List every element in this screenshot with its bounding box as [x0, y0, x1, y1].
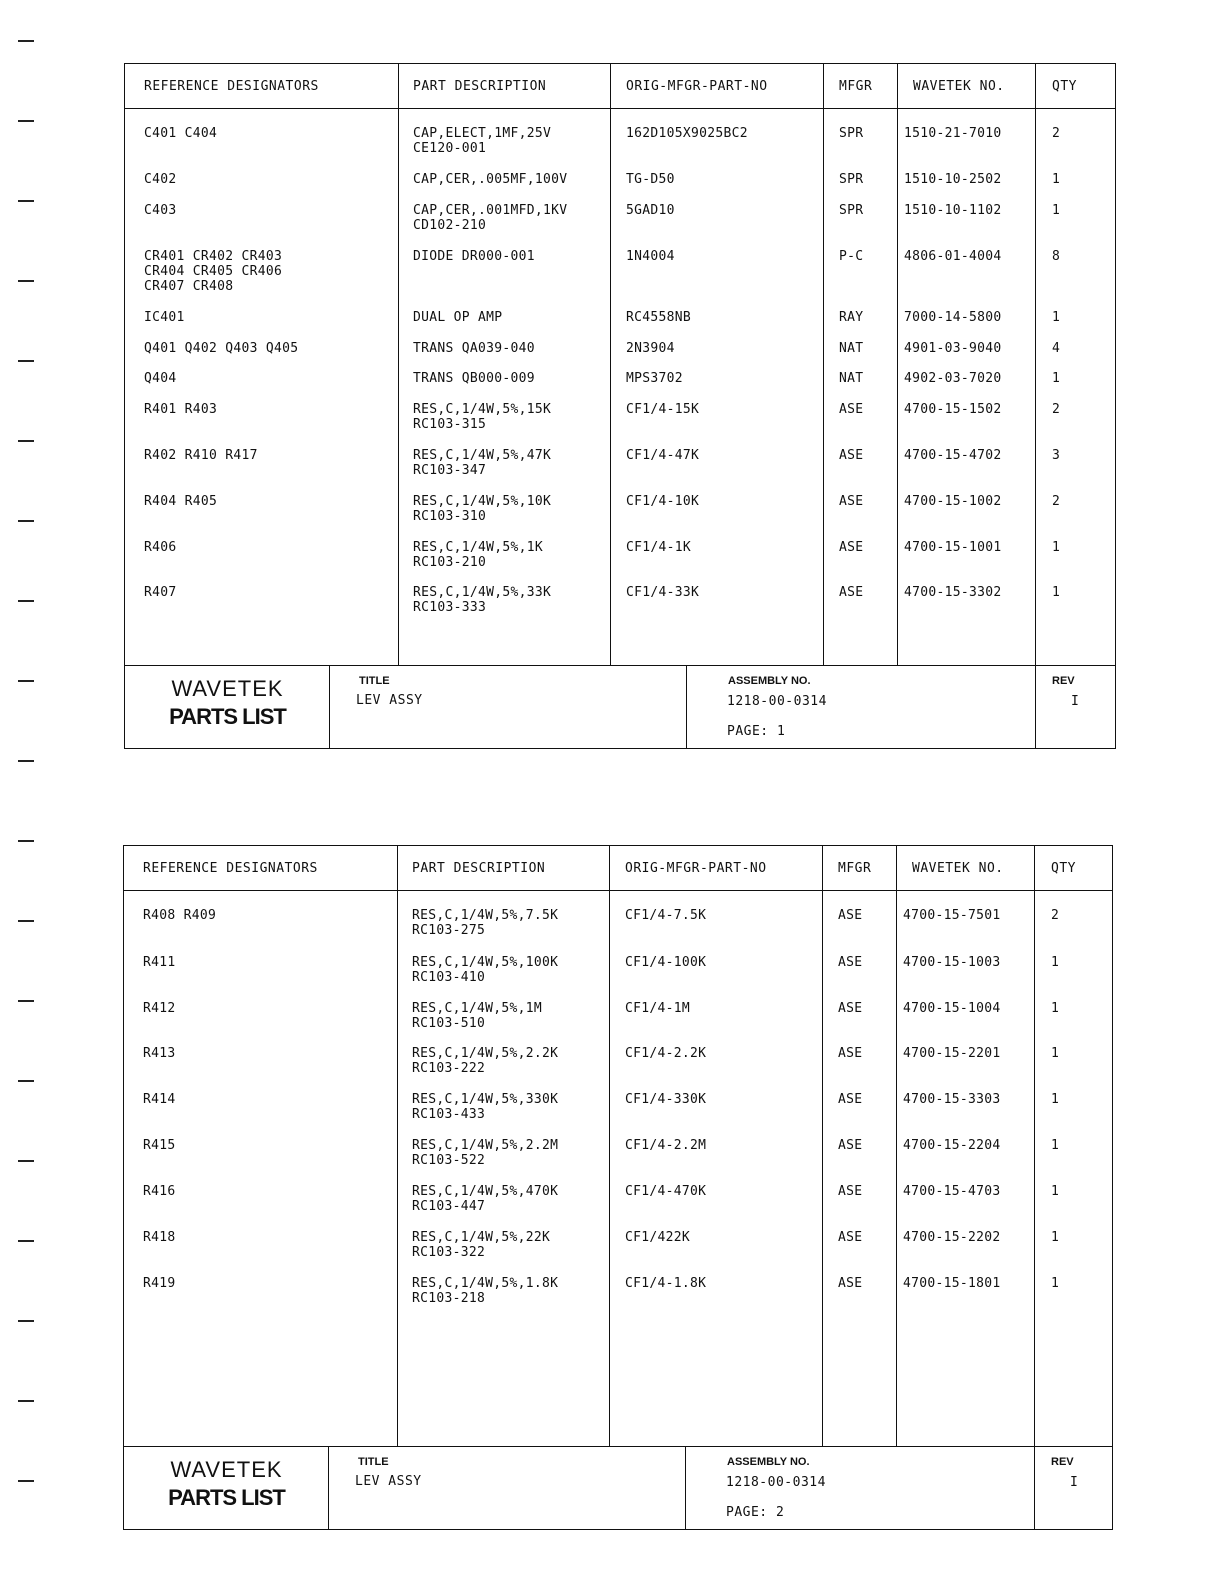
- margin-tick: [18, 200, 34, 202]
- cell-wavetek-no: 4700-15-1004: [903, 1001, 1001, 1016]
- col-header-part-no: ORIG-MFGR-PART-NO: [625, 861, 767, 876]
- cell-part-no: CF1/4-33K: [626, 585, 700, 600]
- cell-description: RES,C,1/4W,5%,330K RC103-433: [412, 1092, 559, 1122]
- cell-mfgr: ASE: [838, 1184, 863, 1199]
- cell-description: CAP,CER,.005MF,100V: [413, 172, 568, 187]
- rev-value: I: [1071, 694, 1080, 709]
- margin-tick: [18, 280, 34, 282]
- cell-mfgr: ASE: [839, 402, 864, 417]
- cell-wavetek-no: 4700-15-4703: [903, 1184, 1001, 1199]
- col-header-qty: QTY: [1051, 861, 1076, 876]
- cell-part-no: CF1/4-7.5K: [625, 908, 707, 923]
- cell-reference: R412: [143, 1001, 176, 1016]
- margin-tick: [18, 1080, 34, 1082]
- cell-reference: R407: [144, 585, 177, 600]
- cell-mfgr: ASE: [838, 1046, 863, 1061]
- title-value: LEV ASSY: [356, 693, 423, 708]
- cell-qty: 1: [1051, 1001, 1060, 1016]
- cell-reference: R408 R409: [143, 908, 217, 923]
- rev-label: REV: [1052, 675, 1075, 687]
- cell-wavetek-no: 1510-10-1102: [904, 203, 1002, 218]
- cell-reference: R413: [143, 1046, 176, 1061]
- cell-reference: R418: [143, 1230, 176, 1245]
- cell-reference: R414: [143, 1092, 176, 1107]
- cell-mfgr: SPR: [839, 172, 864, 187]
- col-header-description: PART DESCRIPTION: [413, 79, 547, 94]
- cell-description: RES,C,1/4W,5%,1K RC103-210: [413, 540, 544, 570]
- cell-description: RES,C,1/4W,5%,47K RC103-347: [413, 448, 552, 478]
- col-header-reference: REFERENCE DESIGNATORS: [144, 79, 319, 94]
- cell-wavetek-no: 4700-15-7501: [903, 908, 1001, 923]
- cell-wavetek-no: 4902-03-7020: [904, 371, 1002, 386]
- cell-part-no: CF1/4-2.2M: [625, 1138, 707, 1153]
- cell-qty: 1: [1051, 1184, 1060, 1199]
- cell-reference: R401 R403: [144, 402, 218, 417]
- rev-label: REV: [1051, 1456, 1074, 1468]
- cell-description: RES,C,1/4W,5%,33K RC103-333: [413, 585, 552, 615]
- margin-tick: [18, 920, 34, 922]
- assembly-value: 1218-00-0314: [727, 694, 827, 709]
- cell-reference: R411: [143, 955, 176, 970]
- assembly-label: ASSEMBLY NO.: [728, 675, 811, 687]
- cell-part-no: MPS3702: [626, 371, 683, 386]
- cell-part-no: 162D105X9025BC2: [626, 126, 748, 141]
- rev-value: I: [1070, 1475, 1079, 1490]
- margin-tick: [18, 40, 34, 42]
- cell-reference: R406: [144, 540, 177, 555]
- cell-qty: 1: [1051, 1230, 1060, 1245]
- cell-description: TRANS QB000-009: [413, 371, 535, 386]
- cell-wavetek-no: 4700-15-1003: [903, 955, 1001, 970]
- parts-list-sheet-2: [123, 845, 1113, 1530]
- cell-part-no: CF1/4-47K: [626, 448, 700, 463]
- cell-description: RES,C,1/4W,5%,10K RC103-310: [413, 494, 552, 524]
- wavetek-logo: [124, 1457, 329, 1511]
- cell-qty: 1: [1052, 585, 1061, 600]
- margin-tick: [18, 1320, 34, 1322]
- cell-reference: Q401 Q402 Q403 Q405: [144, 341, 299, 356]
- cell-description: RES,C,1/4W,5%,1.8K RC103-218: [412, 1276, 559, 1306]
- cell-mfgr: ASE: [838, 908, 863, 923]
- cell-description: RES,C,1/4W,5%,22K RC103-322: [412, 1230, 551, 1260]
- cell-qty: 8: [1052, 249, 1061, 264]
- margin-tick: [18, 440, 34, 442]
- cell-qty: 2: [1052, 494, 1061, 509]
- cell-mfgr: ASE: [838, 1092, 863, 1107]
- cell-qty: 2: [1052, 402, 1061, 417]
- parts-list-label: PARTS LIST: [169, 704, 286, 729]
- cell-mfgr: ASE: [838, 1001, 863, 1016]
- wavetek-logo: [125, 676, 330, 730]
- margin-tick: [18, 520, 34, 522]
- cell-reference: IC401: [144, 310, 185, 325]
- page-number: PAGE: 2: [726, 1505, 785, 1520]
- cell-qty: 1: [1051, 955, 1060, 970]
- assembly-value: 1218-00-0314: [726, 1475, 826, 1490]
- cell-reference: C402: [144, 172, 177, 187]
- cell-qty: 1: [1051, 1276, 1060, 1291]
- cell-qty: 4: [1052, 341, 1061, 356]
- cell-part-no: CF1/4-15K: [626, 402, 700, 417]
- cell-description: RES,C,1/4W,5%,470K RC103-447: [412, 1184, 559, 1214]
- cell-part-no: CF1/4-1K: [626, 540, 692, 555]
- margin-tick: [18, 840, 34, 842]
- cell-qty: 1: [1052, 540, 1061, 555]
- col-header-mfgr: MFGR: [838, 861, 872, 876]
- margin-tick: [18, 680, 34, 682]
- cell-reference: R419: [143, 1276, 176, 1291]
- margin-tick: [18, 1000, 34, 1002]
- parts-list-label: PARTS LIST: [168, 1485, 285, 1510]
- cell-mfgr: ASE: [838, 1138, 863, 1153]
- col-header-mfgr: MFGR: [839, 79, 873, 94]
- cell-part-no: CF1/4-2.2K: [625, 1046, 707, 1061]
- cell-mfgr: ASE: [839, 540, 864, 555]
- cell-reference: R415: [143, 1138, 176, 1153]
- cell-wavetek-no: 4700-15-2202: [903, 1230, 1001, 1245]
- cell-description: RES,C,1/4W,5%,1M RC103-510: [412, 1001, 543, 1031]
- col-header-reference: REFERENCE DESIGNATORS: [143, 861, 318, 876]
- cell-part-no: CF1/4-330K: [625, 1092, 707, 1107]
- cell-qty: 1: [1052, 371, 1061, 386]
- margin-tick: [18, 760, 34, 762]
- cell-description: RES,C,1/4W,5%,2.2M RC103-522: [412, 1138, 559, 1168]
- cell-description: CAP,ELECT,1MF,25V CE120-001: [413, 126, 552, 156]
- col-header-wavetek-no: WAVETEK NO.: [913, 79, 1005, 94]
- cell-mfgr: NAT: [839, 371, 864, 386]
- cell-wavetek-no: 4700-15-1001: [904, 540, 1002, 555]
- margin-tick: [18, 600, 34, 602]
- cell-part-no: CF1/4-10K: [626, 494, 700, 509]
- cell-part-no: CF1/4-470K: [625, 1184, 707, 1199]
- cell-description: RES,C,1/4W,5%,15K RC103-315: [413, 402, 552, 432]
- cell-wavetek-no: 1510-21-7010: [904, 126, 1002, 141]
- cell-wavetek-no: 4700-15-1002: [904, 494, 1002, 509]
- cell-wavetek-no: 4700-15-3302: [904, 585, 1002, 600]
- cell-mfgr: ASE: [838, 1276, 863, 1291]
- margin-tick: [18, 1400, 34, 1402]
- cell-reference: R404 R405: [144, 494, 218, 509]
- cell-mfgr: ASE: [839, 585, 864, 600]
- cell-mfgr: ASE: [838, 1230, 863, 1245]
- cell-part-no: 1N4004: [626, 249, 675, 264]
- cell-mfgr: RAY: [839, 310, 864, 325]
- cell-mfgr: SPR: [839, 203, 864, 218]
- cell-qty: 3: [1052, 448, 1061, 463]
- cell-reference: R402 R410 R417: [144, 448, 258, 463]
- cell-wavetek-no: 4700-15-2204: [903, 1138, 1001, 1153]
- cell-reference: C401 C404: [144, 126, 218, 141]
- cell-wavetek-no: 4806-01-4004: [904, 249, 1002, 264]
- title-label: TITLE: [358, 1456, 389, 1468]
- cell-qty: 1: [1051, 1092, 1060, 1107]
- margin-tick: [18, 360, 34, 362]
- cell-reference: Q404: [144, 371, 177, 386]
- margin-tick: [18, 1480, 34, 1482]
- cell-qty: 1: [1052, 172, 1061, 187]
- col-header-wavetek-no: WAVETEK NO.: [912, 861, 1004, 876]
- cell-wavetek-no: 4700-15-1801: [903, 1276, 1001, 1291]
- margin-tick: [18, 1160, 34, 1162]
- cell-wavetek-no: 7000-14-5800: [904, 310, 1002, 325]
- title-value: LEV ASSY: [355, 1474, 422, 1489]
- cell-part-no: 2N3904: [626, 341, 675, 356]
- cell-mfgr: P-C: [839, 249, 864, 264]
- cell-mfgr: SPR: [839, 126, 864, 141]
- cell-wavetek-no: 4700-15-2201: [903, 1046, 1001, 1061]
- cell-part-no: CF1/4-1.8K: [625, 1276, 707, 1291]
- cell-wavetek-no: 4700-15-3303: [903, 1092, 1001, 1107]
- cell-wavetek-no: 4901-03-9040: [904, 341, 1002, 356]
- cell-qty: 1: [1051, 1138, 1060, 1153]
- cell-part-no: CF1/422K: [625, 1230, 691, 1245]
- cell-reference: R416: [143, 1184, 176, 1199]
- cell-description: DIODE DR000-001: [413, 249, 535, 264]
- cell-qty: 1: [1051, 1046, 1060, 1061]
- cell-mfgr: ASE: [839, 494, 864, 509]
- cell-qty: 2: [1052, 126, 1061, 141]
- cell-wavetek-no: 4700-15-4702: [904, 448, 1002, 463]
- col-header-part-no: ORIG-MFGR-PART-NO: [626, 79, 768, 94]
- cell-description: CAP,CER,.001MFD,1KV CD102-210: [413, 203, 568, 233]
- assembly-label: ASSEMBLY NO.: [727, 1456, 810, 1468]
- cell-qty: 2: [1051, 908, 1060, 923]
- cell-part-no: TG-D50: [626, 172, 675, 187]
- cell-wavetek-no: 1510-10-2502: [904, 172, 1002, 187]
- col-header-description: PART DESCRIPTION: [412, 861, 546, 876]
- col-header-qty: QTY: [1052, 79, 1077, 94]
- brand-name: WAVETEK: [171, 676, 284, 701]
- cell-part-no: CF1/4-1M: [625, 1001, 691, 1016]
- cell-description: TRANS QA039-040: [413, 341, 535, 356]
- margin-tick: [18, 1240, 34, 1242]
- cell-qty: 1: [1052, 310, 1061, 325]
- cell-description: DUAL OP AMP: [413, 310, 503, 325]
- margin-tick: [18, 120, 34, 122]
- page-number: PAGE: 1: [727, 724, 786, 739]
- cell-description: RES,C,1/4W,5%,7.5K RC103-275: [412, 908, 559, 938]
- cell-part-no: RC4558NB: [626, 310, 692, 325]
- cell-description: RES,C,1/4W,5%,2.2K RC103-222: [412, 1046, 559, 1076]
- cell-mfgr: NAT: [839, 341, 864, 356]
- cell-mfgr: ASE: [839, 448, 864, 463]
- cell-wavetek-no: 4700-15-1502: [904, 402, 1002, 417]
- cell-description: RES,C,1/4W,5%,100K RC103-410: [412, 955, 559, 985]
- cell-part-no: CF1/4-100K: [625, 955, 707, 970]
- parts-list-sheet-1: [124, 63, 1116, 749]
- cell-qty: 1: [1052, 203, 1061, 218]
- cell-mfgr: ASE: [838, 955, 863, 970]
- cell-reference: C403: [144, 203, 177, 218]
- cell-part-no: 5GAD10: [626, 203, 675, 218]
- title-label: TITLE: [359, 675, 390, 687]
- brand-name: WAVETEK: [170, 1457, 283, 1482]
- cell-reference: CR401 CR402 CR403 CR404 CR405 CR406 CR407 CR408: [144, 249, 283, 294]
